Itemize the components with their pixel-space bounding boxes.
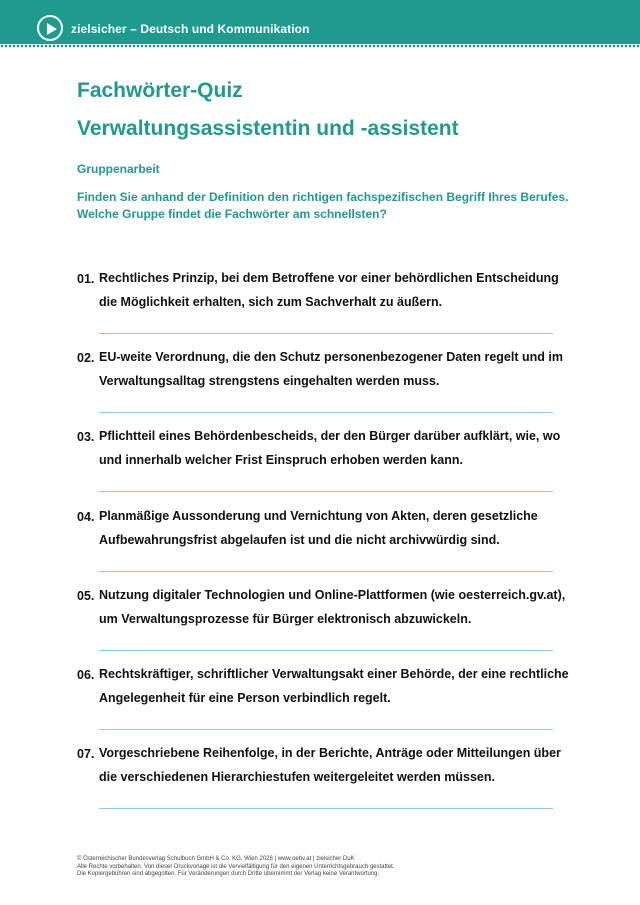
question-number: 06. <box>77 668 95 682</box>
answer-line[interactable] <box>99 650 553 651</box>
question-number: 01. <box>77 272 95 286</box>
instructions: Finden Sie anhand der Definition den richtigen fachspezifischen Begriff Ihres Berufes. Welche Gruppe findet die Fachwörter am schnellsten? <box>77 190 569 221</box>
answer-line[interactable] <box>99 333 553 334</box>
answer-line[interactable] <box>99 729 553 730</box>
answer-line[interactable] <box>99 412 553 413</box>
question-text: Vorgeschriebene Reihenfolge, in der Berichte, Anträge oder Mitteilungen über die verschiedenen Hierarchiestufen weitergeleitet werden müssen. <box>99 746 561 784</box>
answer-line[interactable] <box>99 571 553 572</box>
question-number: 04. <box>77 510 95 524</box>
answer-line[interactable] <box>99 808 553 809</box>
play-icon <box>37 15 63 41</box>
task-type: Gruppenarbeit <box>77 162 160 176</box>
header-dotted-edge <box>0 40 640 48</box>
question-number: 05. <box>77 589 95 603</box>
question-number: 02. <box>77 351 95 365</box>
question-text: Rechtskräftiger, schriftlicher Verwaltungsakt einer Behörde, der eine rechtliche Angelegenheit für eine Person verbindlich regelt. <box>99 667 569 705</box>
page-title: Fachwörter-Quiz <box>77 79 243 102</box>
footer-line: © Österreichischer Bundesverlag Schulbuch GmbH & Co. KG, Wien 2026 | www.oebv.at | zielsicher DuK <box>77 856 355 862</box>
question-text: Planmäßige Aussonderung und Vernichtung von Akten, deren gesetzliche Aufbewahrungsfrist abgelaufen ist und die nicht archivwürdig sind. <box>99 509 538 547</box>
question-number: 07. <box>77 747 95 761</box>
question-number: 03. <box>77 430 95 444</box>
footer-line: Alle Rechte vorbehalten. Von dieser Druckvorlage ist die Vervielfältigung für den eigenen Unterrichtsgebrauch gestattet. <box>77 863 395 870</box>
brand-name: zielsicher – Deutsch und Kommunikation <box>71 22 310 36</box>
question-text: Pflichtteil eines Behördenbescheids, der den Bürger darüber aufklärt, wie, wo und innerhalb welcher Frist Einspruch erhoben werden kann. <box>99 429 561 467</box>
answer-line[interactable] <box>99 491 553 492</box>
question-text: EU-weite Verordnung, die den Schutz personenbezogener Daten regelt und im Verwaltungsalltag strengstens eingehalten werden muss. <box>99 350 563 388</box>
question-text: Nutzung digitaler Technologien und Online-Plattformen (wie oesterreich.gv.at), um Verwaltungsprozesse für Bürger elektronisch abzuwickeln. <box>99 588 566 626</box>
copyright-footer <box>77 856 597 879</box>
page-subtitle: Verwaltungsassistentin und -assistent <box>77 117 459 140</box>
footer-line: Die Kopiergebühren sind abgegolten. Für Veränderungen durch Dritte übernimmt der Verlag keine Verantwortung. <box>77 871 380 877</box>
question-text: Rechtliches Prinzip, bei dem Betroffene vor einer behördlichen Entscheidung die Möglichkeit erhalten, sich zum Sachverhalt zu äußern. <box>99 271 559 309</box>
